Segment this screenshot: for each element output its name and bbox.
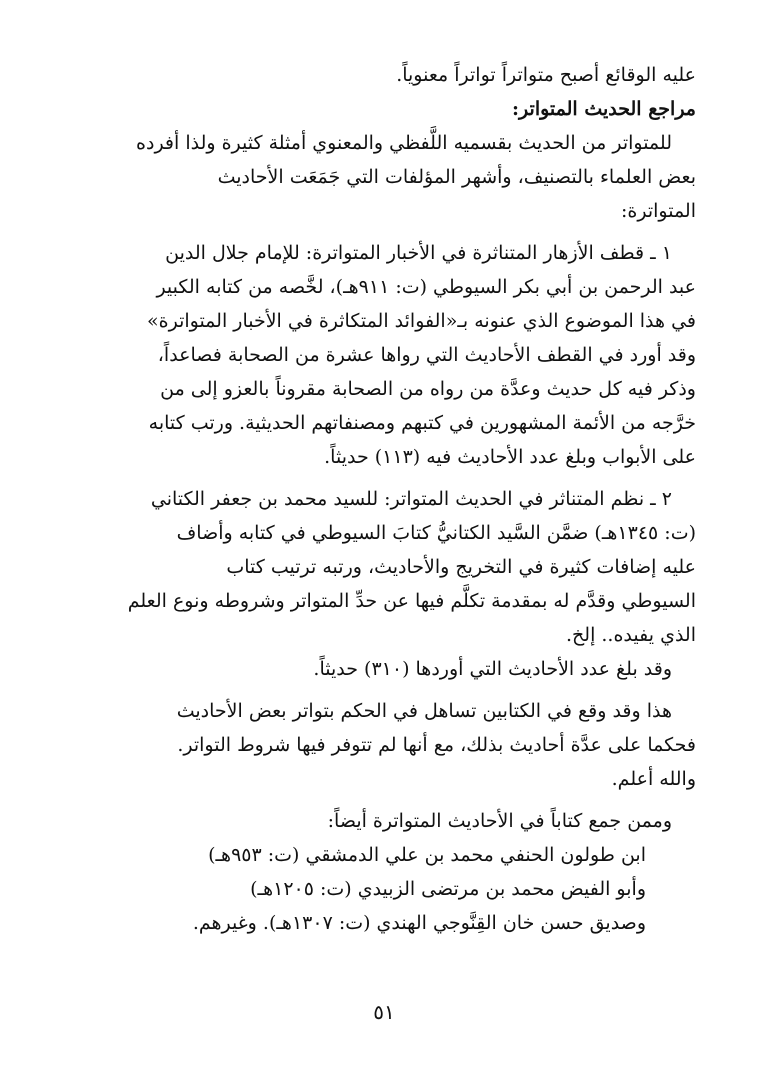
section-heading: مراجع الحديث المتواتر:	[512, 98, 696, 120]
text-line: فحكما على عدَّة أحاديث بذلك، مع أنها لم تتوفر فيها شروط التواتر.	[177, 734, 696, 756]
text-line: على الأبواب وبلغ عدد الأحاديث فيه (١١٣) حديثاً.	[324, 446, 696, 468]
text-line: خرَّجه من الأئمة المشهورين في كتبهم ومصنفاتهم الحديثية. ورتب كتابه	[148, 412, 696, 434]
text-line: للمتواتر من الحديث بقسميه اللَّفظي والمعنوي أمثلة كثيرة ولذا أفرده	[136, 132, 672, 154]
text-line: عبد الرحمن بن أبي بكر السيوطي (ت: ٩١١هـ)، لخَّصه من كتابه الكبير	[156, 276, 696, 298]
text-line: وصديق حسن خان القِنَّوجي الهندي (ت: ١٣٠٧هـ). وغيرهم.	[192, 912, 646, 934]
page-body	[86, 58, 696, 940]
text-line: وقد أورد في القطف الأحاديث التي رواها عشرة من الصحابة فصاعداً،	[157, 344, 696, 366]
text-line: الذي يفيده.. إلخ.	[565, 624, 696, 646]
text-line: عليه إضافات كثيرة في التخريج والأحاديث، ورتبه ترتيب كتاب	[226, 556, 696, 578]
text-line: هذا وقد وقع في الكتابين تساهل في الحكم بتواتر بعض الأحاديث	[176, 700, 672, 722]
paragraph-item-1	[86, 236, 696, 474]
text-line: وقد بلغ عدد الأحاديث التي أوردها (٣١٠) حديثاً.	[313, 658, 672, 680]
text-line: والله أعلم.	[611, 768, 696, 790]
text-line: وذكر فيه كل حديث وعدَّة من رواه من الصحابة مقروناً بالعزو إلى من	[160, 378, 696, 400]
text-line: وممن جمع كتاباً في الأحاديث المتواترة أيضاً:	[327, 810, 672, 832]
text-line: في هذا الموضوع الذي عنونه بـ«الفوائد المتكاثرة في الأخبار المتواترة»	[147, 310, 696, 332]
page-number: ٥١	[373, 1000, 395, 1024]
text-line: ١ ـ قطف الأزهار المتناثرة في الأخبار المتواترة: للإمام جلال الدين	[165, 242, 672, 264]
text-line: بعض العلماء بالتصنيف، وأشهر المؤلفات التي جَمَعَت الأحاديث	[217, 166, 696, 188]
paragraph-intro	[86, 126, 696, 228]
paragraph-note	[86, 694, 696, 796]
text-line: ٢ ـ نظم المتناثر في الحديث المتواتر: للسيد محمد بن جعفر الكتاني	[150, 488, 672, 510]
paragraph-count	[86, 652, 696, 686]
paragraph-others	[86, 804, 696, 940]
text-line: وأبو الفيض محمد بن مرتضى الزبيدي (ت: ١٢٠٥هـ)	[250, 878, 646, 900]
text-line: ابن طولون الحنفي محمد بن علي الدمشقي (ت: ٩٥٣هـ)	[208, 844, 646, 866]
text-line: المتواترة:	[620, 200, 696, 222]
text-line: عليه الوقائع أصبح متواتراً تواتراً معنوياً.	[396, 64, 696, 86]
paragraph-item-2	[86, 482, 696, 652]
text-line: (ت: ١٣٤٥هـ) ضمَّن السَّيد الكتانيُّ كتابَ السيوطي في كتابه وأضاف	[176, 522, 696, 544]
text-line: السيوطي وقدَّم له بمقدمة تكلَّم فيها عن حدِّ المتواتر وشروطه ونوع العلم	[127, 590, 696, 612]
